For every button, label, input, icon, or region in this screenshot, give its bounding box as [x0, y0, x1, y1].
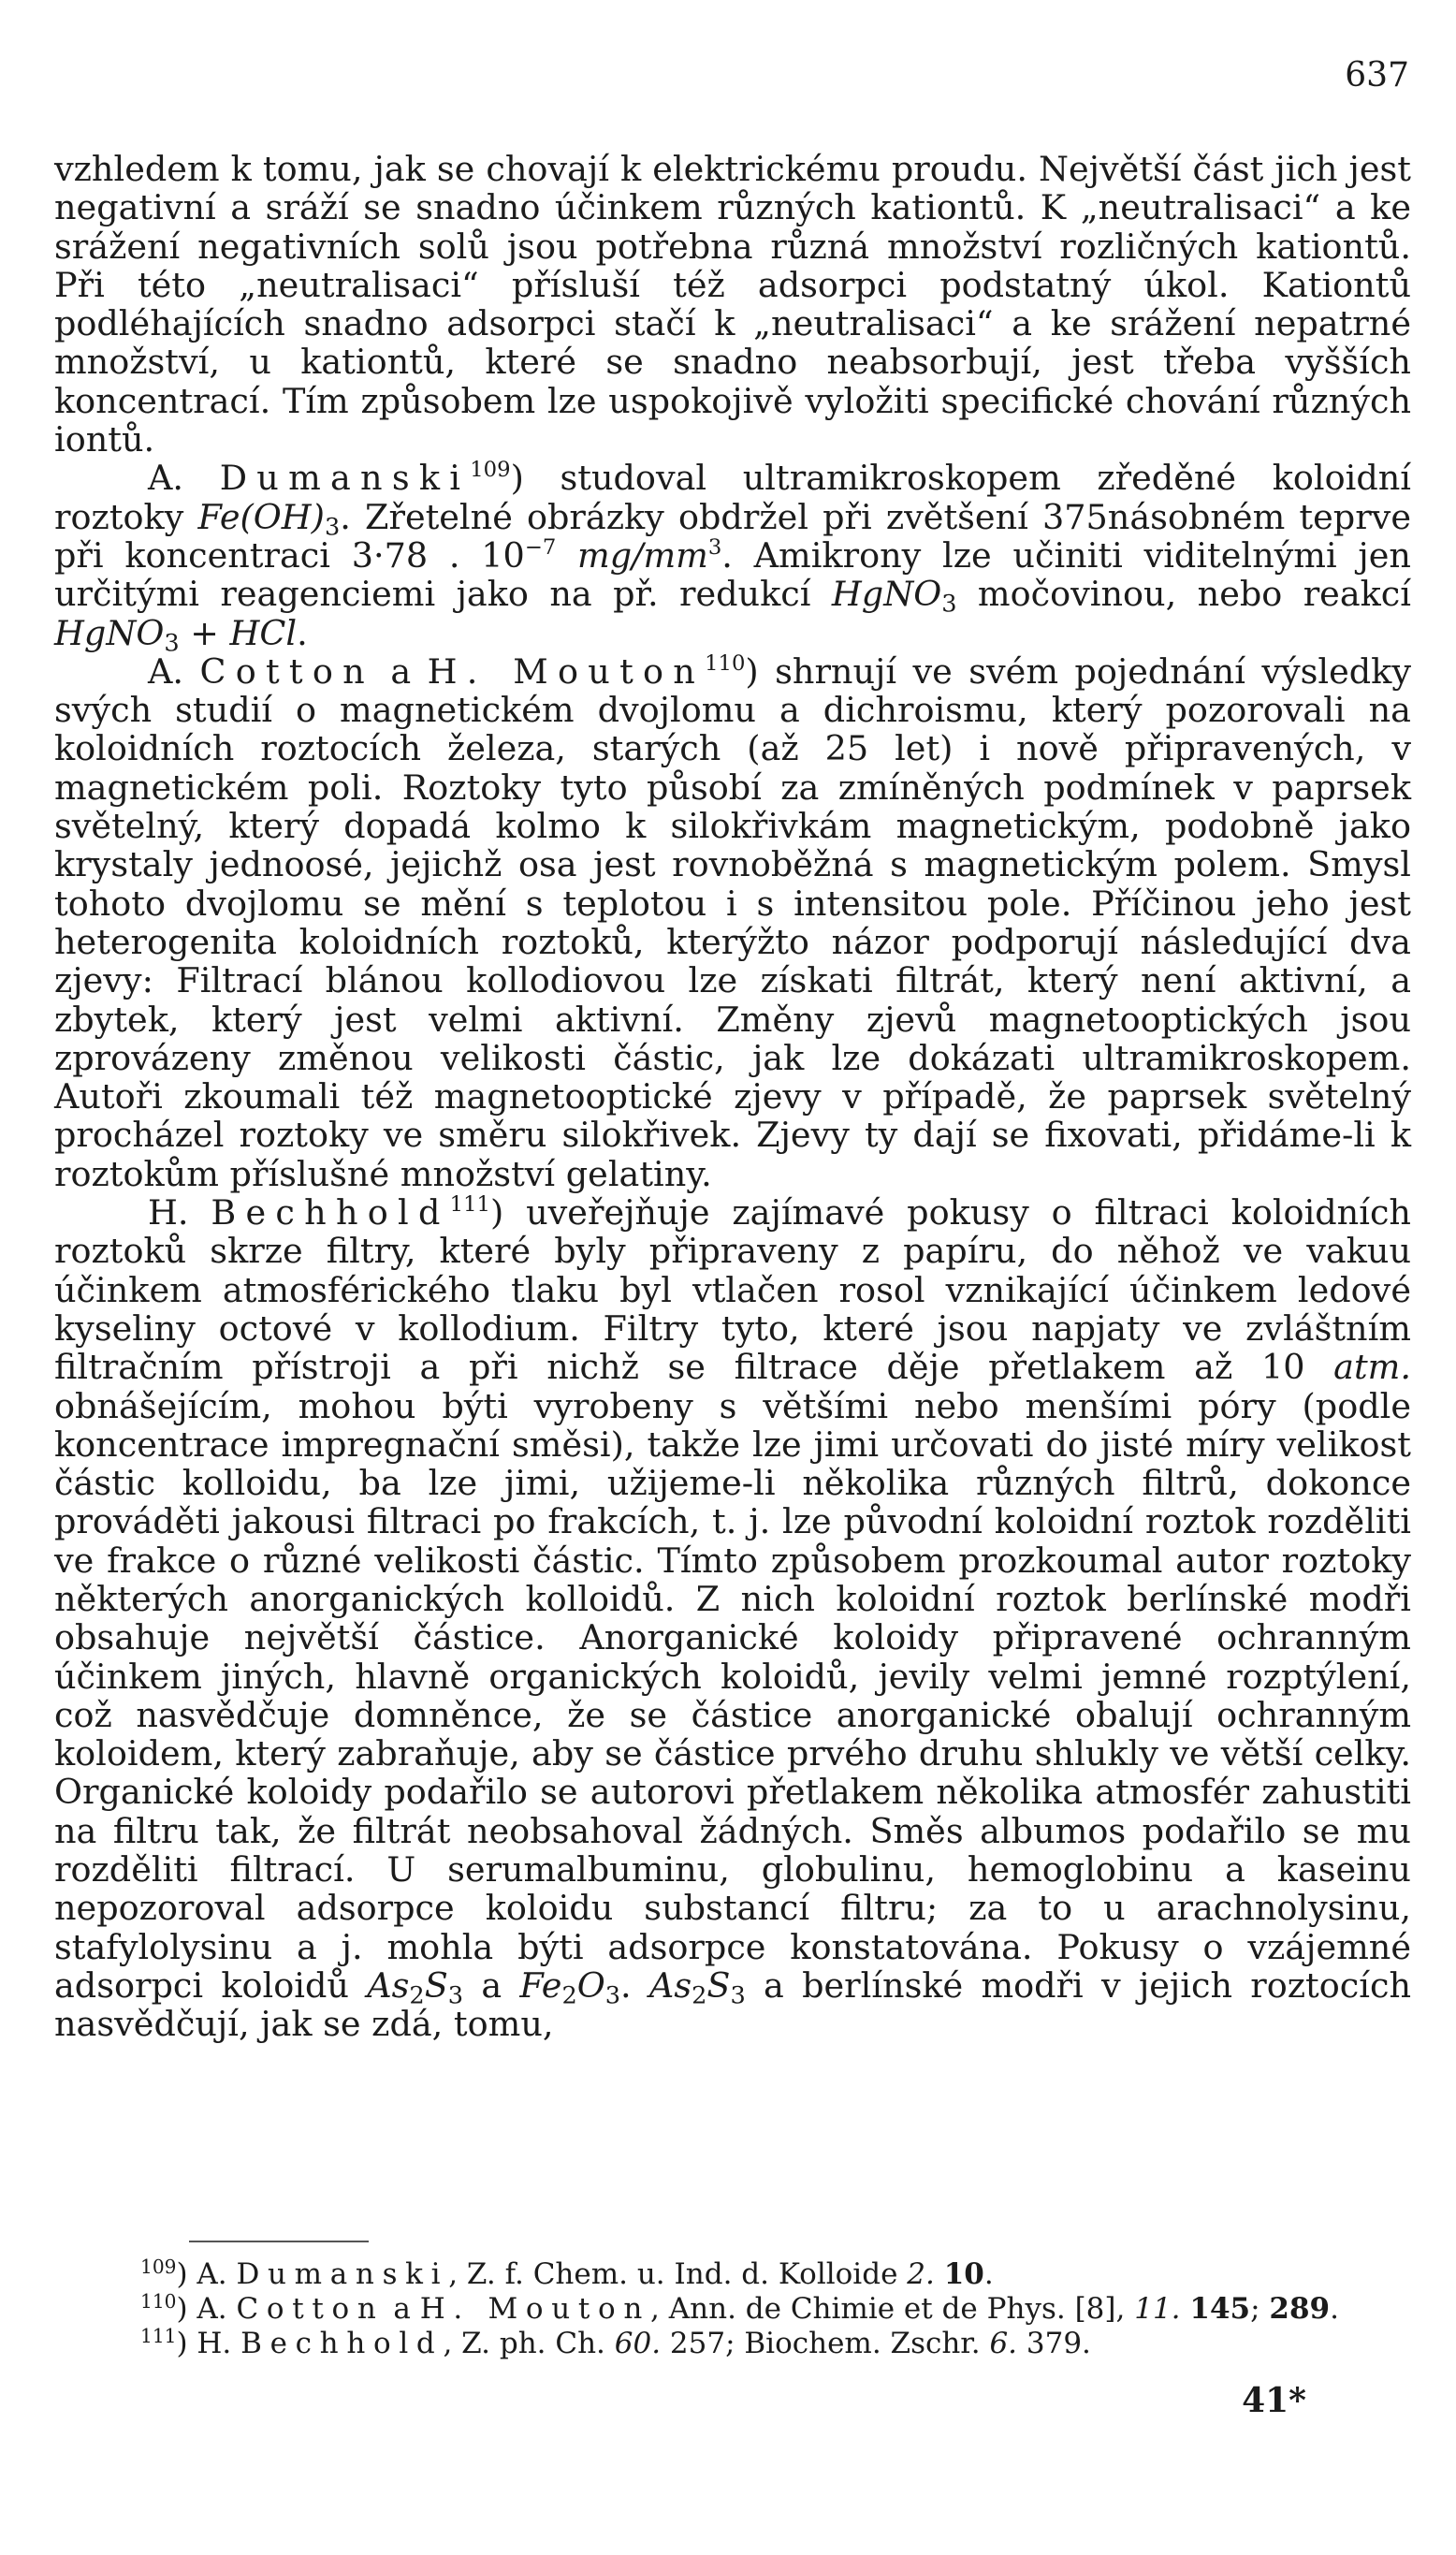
reference-marker: −7: [524, 534, 557, 560]
text-segment: ) studoval ultramikroskopem zředěné koloidní roztoky: [54, 458, 1411, 537]
text-segment: 11.: [1134, 2292, 1181, 2326]
reference-marker: 109: [140, 2255, 177, 2278]
text-segment: , Ann. de Chimie et de Phys. [8],: [650, 2292, 1135, 2326]
footnote: [140, 2257, 1413, 2292]
text-segment: 3: [324, 513, 341, 542]
text-segment: ) uveřejňuje zajímavé pokusy o filtraci koloidních roztoků skrze filtry, které byly připraveny z papíru, do něhož ve vakuu účinkem atmosférického tlaku byl vtlačen rosol vznikající účinkem ledové kyseliny octové v kollodium. Filtry tyto, které jsou napjaty ve zvláštním filtračním přístroji a při nichž se filtrace děje přetlakem až 10: [54, 1192, 1411, 1388]
author-name: H. Mouton: [419, 2292, 651, 2326]
text-segment: S: [706, 1964, 731, 2006]
text-segment: .: [297, 612, 308, 653]
text-segment: A.: [148, 458, 220, 499]
author-name: Bechhold: [211, 1192, 450, 1234]
text-segment: ) H.: [176, 2327, 241, 2360]
text-segment: [556, 535, 577, 576]
text-segment: A.: [148, 650, 200, 692]
reference-marker: 110: [705, 650, 746, 676]
text-segment: HgNO: [831, 574, 942, 615]
paragraph: [54, 458, 1411, 657]
text-segment: 2: [692, 1981, 707, 2010]
text-segment: .: [620, 1964, 649, 2006]
text-segment: 3: [730, 1981, 746, 2010]
footnote: [140, 2324, 1413, 2361]
author-name: Dumanski: [219, 458, 471, 499]
text-segment: 60.: [614, 2327, 662, 2360]
text-segment: 145: [1189, 2292, 1251, 2326]
page-number: 637: [1345, 56, 1409, 95]
text-segment: Fe(OH): [197, 496, 325, 537]
text-segment: +: [179, 612, 230, 653]
text-segment: [1181, 2292, 1190, 2326]
text-segment: , Z. f. Chem. u. Ind. d. Kolloide: [448, 2257, 908, 2291]
author-name: H. Mouton: [427, 650, 706, 692]
paragraph: [54, 1193, 1411, 2044]
text-segment: ) A.: [176, 2292, 237, 2326]
text-segment: 2.: [907, 2257, 935, 2291]
reference-marker: 3: [707, 534, 722, 560]
reference-marker: 109: [470, 458, 511, 483]
author-name: Cotton: [199, 650, 374, 692]
reference-marker: 111: [449, 1191, 490, 1217]
author-name: Cotton: [236, 2292, 385, 2326]
text-segment: .: [983, 2257, 994, 2291]
text-segment: . Amikrony lze učiniti viditelnými jen určitými reagenciemi jako na př. redukcí: [54, 534, 1411, 615]
text-segment: O: [576, 1964, 605, 2006]
reference-marker: 110: [140, 2289, 177, 2313]
text-segment: obnášejícím, mohou býti vyrobeny s většími nebo menšími póry (podle koncentrace impregnační směsi), takže lze jimi určovati do jisté míry velikost částic kolloidu, ba lze jimi, užijeme-li několika různých filtrů, dokonce prováděti jakousi filtraci po frakcích, t. j. lze původní koloidní roztok rozděliti ve frakce o různé velikosti částic. Tímto způsobem prozkoumal autor roztoky některých anorganických kolloidů. Z nich koloidní roztok berlínské modři obsahuje největší částice. Anorganické koloidy připravené ochranným účinkem jiných, hlavně organických koloidů, jevily velmi jemné rozptýlení, což nasvědčuje domněnce, že se částice anorganické obalují ochranným koloidem, který zabraňuje, aby se částice prvého druhu shlukly ve větší celky. Organické koloidy podařilo se autorovi přetlakem několika atmosfér zahustiti na filtru tak, že filtrát neobsahoval žádných. Směs albumos podařilo se mu rozděliti filtrací. U serumalbuminu, globulinu, hemoglobinu a kaseinu nepozoroval adsorpce koloidu substancí filtru; za to u arachnolysinu, stafylolysinu a j. mohla býti adsorpce konstatována. Pokusy o vzájemné adsorpci koloidů: [54, 1385, 1411, 2006]
footnote: [140, 2289, 1413, 2327]
text-segment: . Zřetelné obrázky obdržel při zvětšení 375násobném teprve při koncentraci 3·78 . 10: [54, 496, 1411, 576]
text-segment: ) A.: [176, 2257, 237, 2291]
text-segment: 257; Biochem. Zschr.: [661, 2327, 990, 2360]
footnotes: [140, 2257, 1413, 2361]
text-segment: HCl: [229, 612, 298, 653]
text-segment: 3: [604, 1981, 621, 2010]
text-segment: močovinou, nebo reakcí: [956, 574, 1411, 615]
text-segment: HgNO: [54, 612, 165, 653]
text-segment: 10: [943, 2257, 984, 2291]
text-segment: atm.: [1333, 1347, 1411, 1388]
text-segment: 3: [164, 628, 180, 657]
text-segment: S: [424, 1964, 448, 2006]
text-segment: ;: [1250, 2292, 1270, 2326]
text-segment: H.: [148, 1192, 211, 1234]
author-name: Bechhold: [240, 2327, 444, 2360]
text-segment: As: [367, 1964, 410, 2006]
text-segment: a: [384, 2292, 420, 2326]
footnote-separator: [189, 2241, 369, 2242]
text-segment: a: [373, 650, 428, 692]
signature-mark: 41*: [1242, 2381, 1306, 2420]
reference-marker: 111: [140, 2324, 177, 2347]
text-segment: 2: [409, 1981, 425, 2010]
text-segment: As: [648, 1964, 692, 2006]
text-segment: 2: [561, 1981, 577, 2010]
text-segment: a: [463, 1964, 520, 2006]
text-segment: 6.: [989, 2327, 1018, 2360]
paragraph: [54, 150, 1411, 459]
text-segment: , Z. ph. Ch.: [443, 2327, 615, 2360]
text-segment: [935, 2257, 944, 2291]
text-segment: mg/mm: [577, 534, 708, 576]
body-text: [54, 150, 1411, 2044]
text-segment: 3: [447, 1981, 464, 2010]
text-segment: 379.: [1017, 2327, 1091, 2360]
paragraph: [54, 652, 1411, 1193]
text-segment: 289: [1269, 2292, 1331, 2326]
text-segment: 3: [941, 590, 957, 619]
text-segment: .: [1330, 2292, 1339, 2326]
text-segment: ) shrnují ve svém pojednání výsledky svých studií o magnetickém dvojlomu a dichroismu, který pozorovali na koloidních roztocích železa, starých (až 25 let) i nově připravených, v magnetickém poli. Roztoky tyto působí za zmíněných podmínek v paprsek světelný, který dopadá kolmo k silokřivkám magnetickým, podobně jako krystaly jednoosé, jejichž osa jest rovnoběžná s magnetickým polem. Smysl tohoto dvojlomu se mění s teplotou i s intensitou pole. Příčinou jeho jest heterogenita koloidních roztoků, kterýžto názor podporují následující dva zjevy: Filtrací blánou kollodiovou lze získati filtrát, který není aktivní, a zbytek, který jest velmi aktivní. Změny zjevů magnetooptických jsou zprovázeny změnou velikosti částic, jak lze dokázati ultramikroskopem. Autoři zkoumali též magnetooptické zjevy v případě, že paprsek světelný procházel roztoky ve směru silokřivek. Zjevy ty dají se fixovati, přidáme-li k roztokům příslušné množství gelatiny.: [54, 650, 1412, 1194]
text-segment: a berlínské modři v jejich roztocích nasvědčují, jak se zdá, tomu,: [54, 1964, 1412, 2045]
text-segment: vzhledem k tomu, jak se chovají k elektrickému proudu. Největší část jich jest negativní a sráží se snadno účinkem různých kationtů. K „neutralisaci“ a ke srážení negativních solů jsou potřebna různá množství rozličných kationtů. Při této „neutralisaci“ přísluší též adsorpci podstatný úkol. Kationtů podléhajících snadno adsorpci stačí k „neutralisaci“ a ke srážení nepatrné množství, u kationtů, které se snadno neabsorbují, jest třeba vyšších koncentrací. Tím způsobem lze uspokojivě vyložiti specifické chování různých iontů.: [54, 149, 1411, 460]
text-segment: Fe: [519, 1964, 562, 2006]
author-name: Dumanski: [236, 2257, 449, 2291]
